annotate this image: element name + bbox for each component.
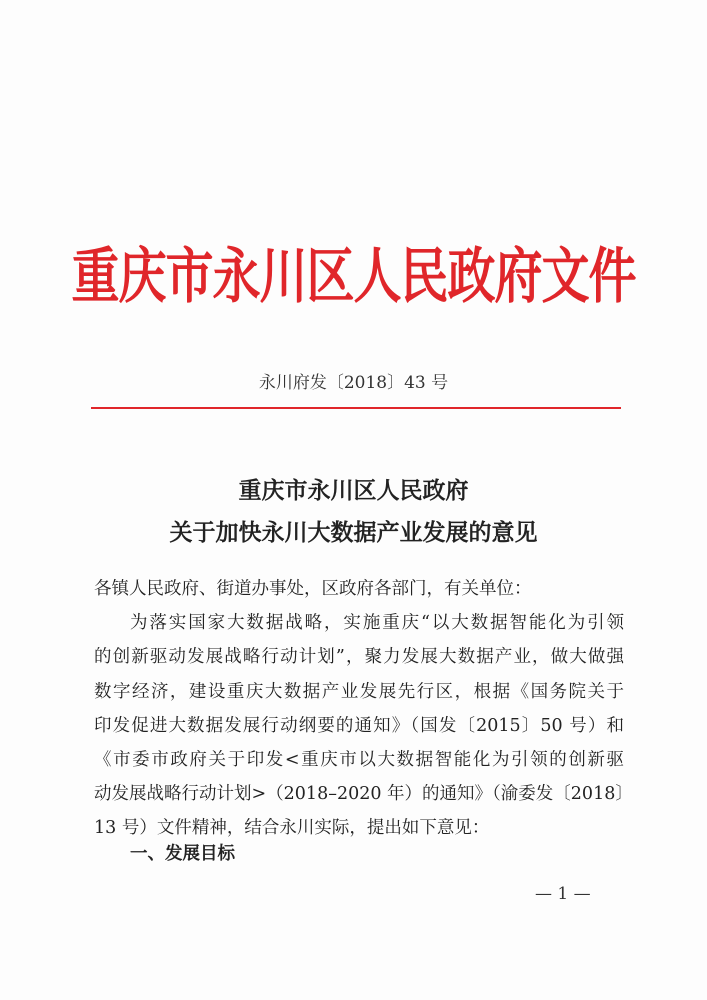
red-header-title: 重庆市永川区人民政府文件	[71, 241, 636, 312]
red-divider-line	[91, 407, 621, 409]
paragraph-line: 13 号）文件精神，结合永川实际，提出如下意见：	[94, 818, 490, 839]
page-number: — 1 —	[535, 884, 591, 904]
addressee-line: 各镇人民政府、街道办事处，区政府各部门，有关单位：	[94, 579, 532, 599]
document-title-line-2: 关于加快永川大数据产业发展的意见	[169, 520, 538, 546]
document-title-line-1: 重庆市永川区人民政府	[238, 478, 469, 504]
paragraph-line: 印发促进大数据发展行动纲要的通知》（国发〔2015〕50 号）和	[94, 715, 624, 736]
paragraph-line: 《市委市政府关于印发<重庆市以大数据智能化为引领的创新驱	[94, 749, 624, 770]
document-body	[94, 572, 633, 846]
paragraph-line: 为落实国家大数据战略，实施重庆“以大数据智能化为引领	[130, 613, 624, 634]
paragraph-line: 数字经济，建设重庆大数据产业发展先行区，根据《国务院关于	[94, 681, 624, 702]
paragraph-line: 的创新驱动发展战略行动计划”，聚力发展大数据产业，做大做强	[94, 647, 624, 668]
section-heading: 一、发展目标	[130, 844, 235, 864]
document-number: 永川府发〔2018〕43 号	[258, 373, 449, 393]
paragraph-line: 动发展战略行动计划>（2018–2020 年）的通知》（渝委发〔2018〕	[94, 784, 633, 805]
